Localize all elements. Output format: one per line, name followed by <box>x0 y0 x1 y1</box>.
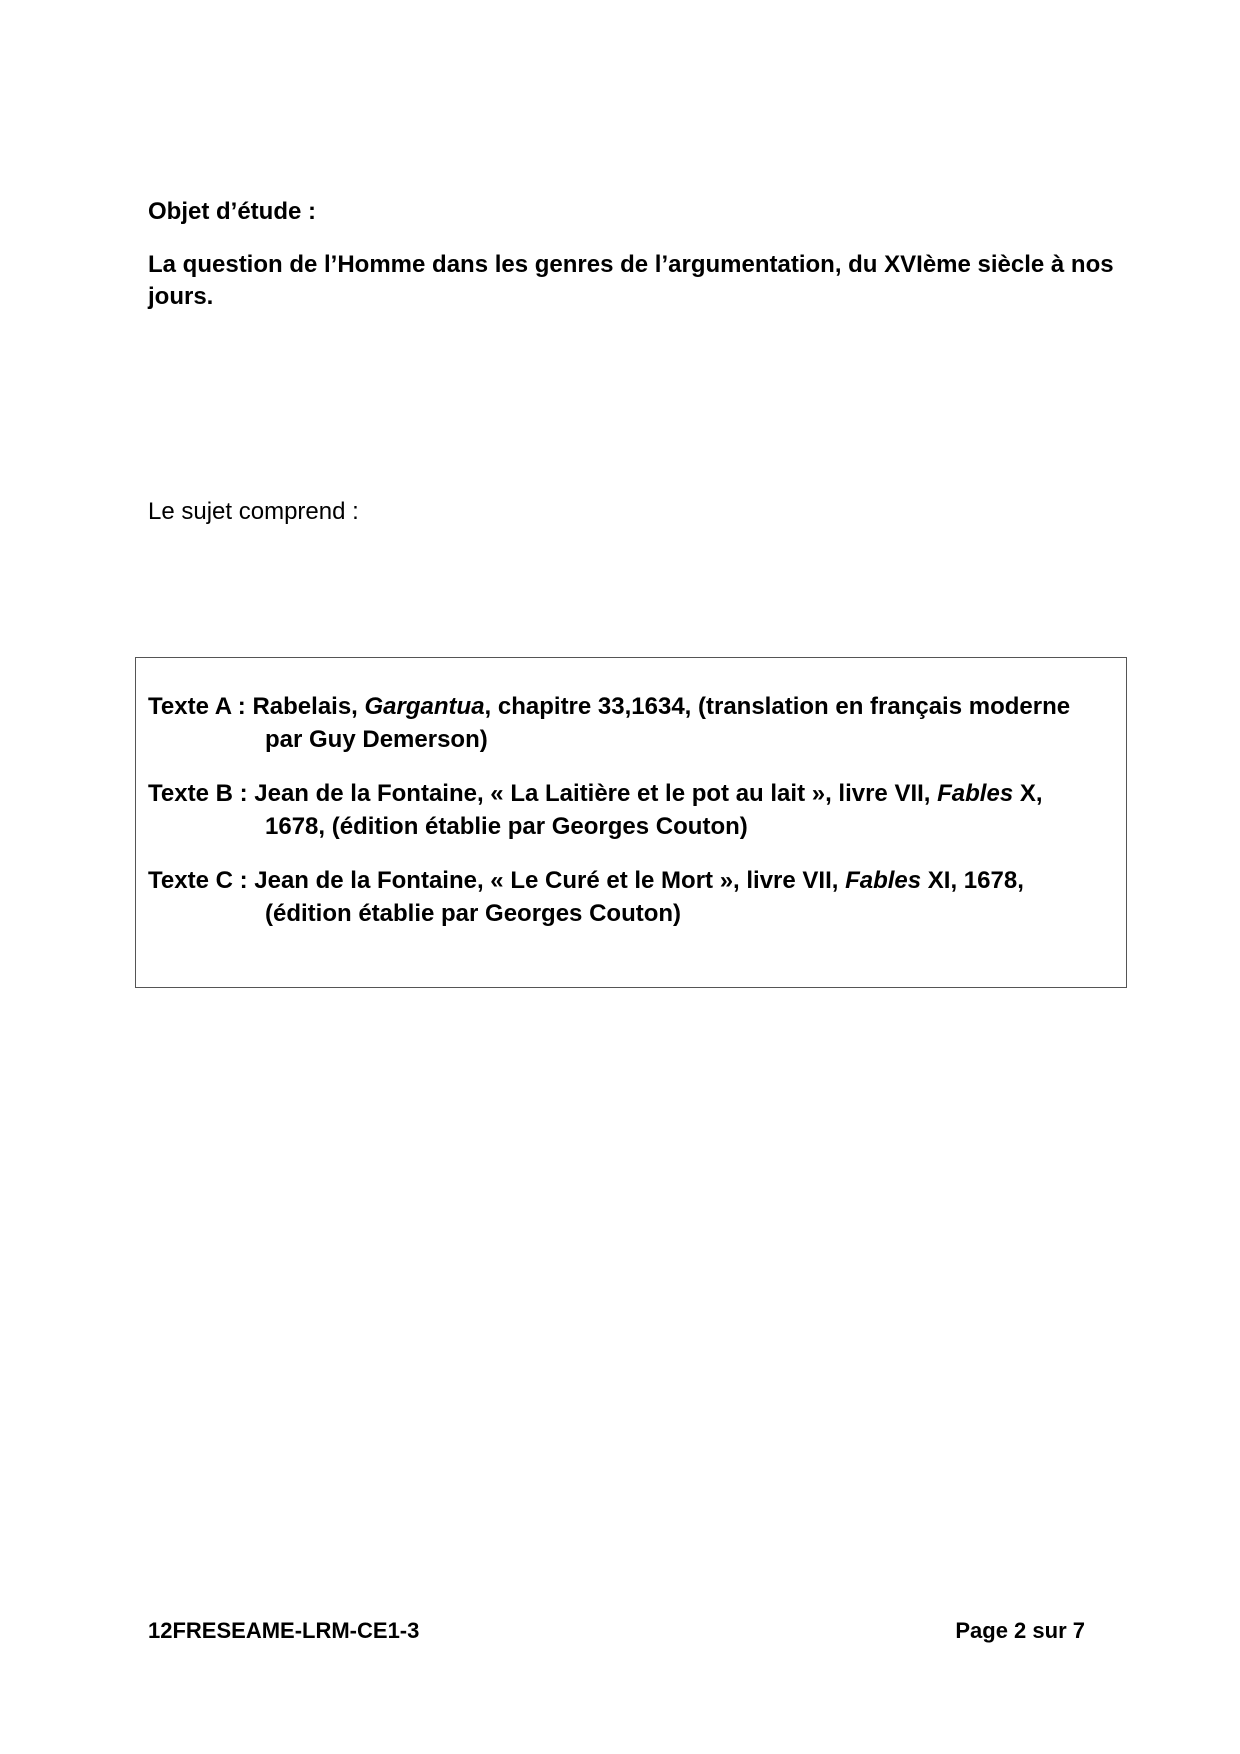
text-entry-line1 <box>148 777 1043 810</box>
text-entry-a <box>148 690 1070 756</box>
text-entry-line1 <box>148 690 1070 723</box>
text-entry-b <box>148 777 1043 843</box>
texts-box <box>135 657 1127 988</box>
work-title: Gargantua <box>364 693 485 720</box>
objet-theme: La question de l’Homme dans les genres de l’argumentation, du XVIème siècle à nos jours. <box>148 251 1114 310</box>
text-prefix: Texte A : Rabelais, <box>148 693 365 720</box>
text-prefix: Texte B : Jean de la Fontaine, « La Laitière et le pot au lait », livre VII, <box>148 780 938 807</box>
text-entry-c <box>148 864 1024 930</box>
text-rest: X, <box>1013 780 1043 807</box>
text-prefix: Texte C : Jean de la Fontaine, « Le Curé et le Mort », livre VII, <box>148 867 846 894</box>
footer-page-number: Page 2 sur 7 <box>955 1618 1085 1643</box>
text-entry-line2: par Guy Demerson) <box>265 726 488 753</box>
text-rest: , chapitre 33,1634, (translation en français moderne <box>484 693 1071 720</box>
objet-label: Objet d’étude : <box>148 198 316 225</box>
text-entry-line2: 1678, (édition établie par Georges Couton) <box>265 813 748 840</box>
footer-exam-code: 12FRESEAME-LRM-CE1-3 <box>148 1618 420 1643</box>
sujet-intro: Le sujet comprend : <box>148 498 359 525</box>
text-entry-line1 <box>148 864 1024 897</box>
work-title: Fables <box>845 867 922 894</box>
text-entry-line2: (édition établie par Georges Couton) <box>265 900 682 927</box>
text-rest: XI, 1678, <box>921 867 1024 894</box>
work-title: Fables <box>937 780 1014 807</box>
